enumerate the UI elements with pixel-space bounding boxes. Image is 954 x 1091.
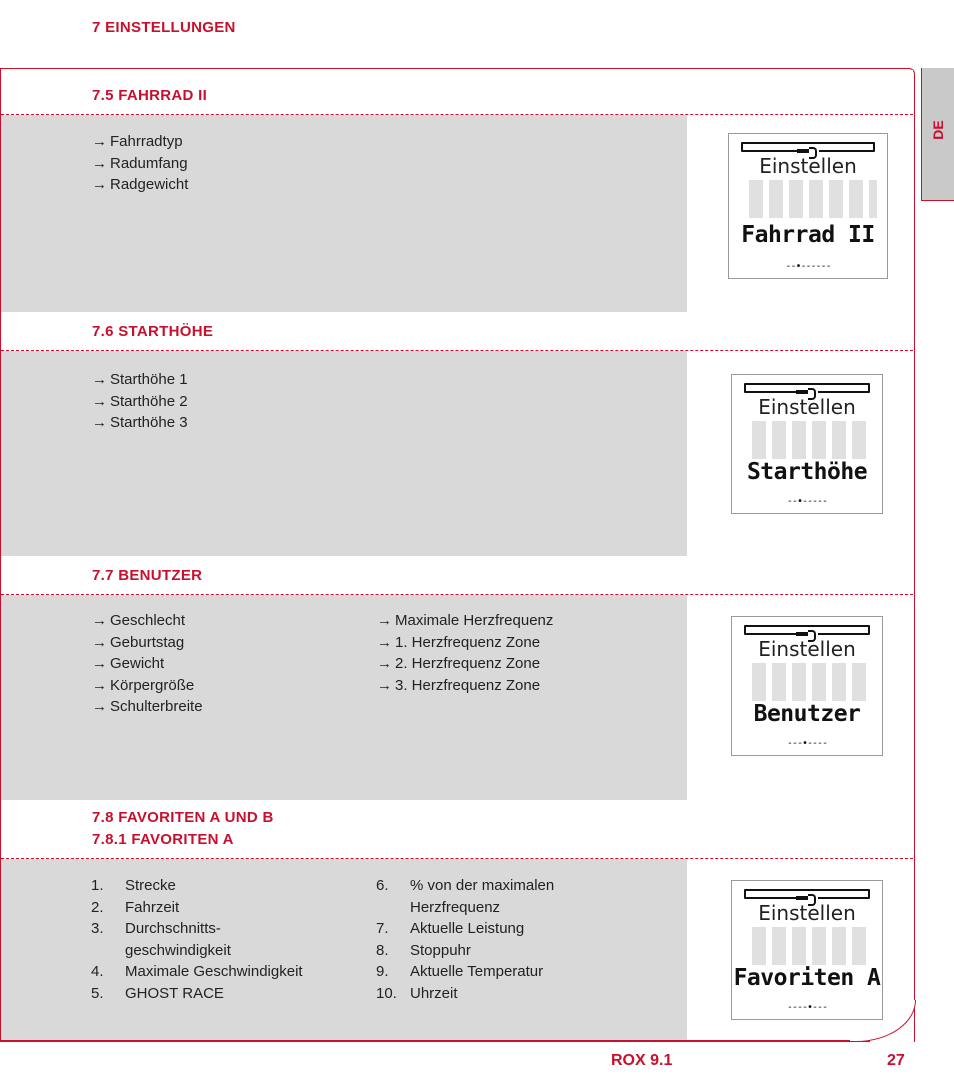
- list-item-text: Strecke: [125, 877, 176, 894]
- device-screen-benutzer: [731, 616, 883, 756]
- list-item-text: Fahrzeit: [125, 898, 180, 916]
- list-item: [91, 983, 303, 1005]
- lcd-menu-name: Favoriten A: [733, 965, 881, 991]
- list-item: [376, 875, 554, 897]
- list-item-number: 8.: [376, 941, 389, 959]
- list-fahrrad: [92, 131, 188, 196]
- list-item-text: 1. Herzfrequenz Zone: [395, 633, 541, 651]
- section-header-favoriten: [1, 801, 913, 859]
- lcd-ghost-digits: [752, 663, 872, 701]
- arrow-right-icon: →: [92, 698, 107, 716]
- lcd-header-bar: [744, 889, 870, 899]
- list-item-number: 5.: [91, 984, 104, 1002]
- list-item-number: 10.: [376, 984, 397, 1002]
- frame-bottom-line: [0, 1040, 870, 1042]
- lcd-position-indicator: ----•---: [786, 1002, 828, 1013]
- list-item: [376, 897, 554, 919]
- lcd-header-bar: [744, 383, 870, 393]
- list-item: [377, 653, 553, 675]
- list-item: [92, 131, 188, 153]
- list-favoriten-right: [376, 875, 554, 1005]
- section-title: 7.7 BENUTZER: [92, 567, 203, 584]
- arrow-right-icon: →: [92, 655, 107, 673]
- arrow-right-icon: →: [92, 371, 107, 388]
- list-item-text: Radgewicht: [110, 176, 189, 194]
- list-item: [92, 174, 188, 196]
- list-item-number: 1.: [91, 877, 104, 894]
- arrow-right-icon: →: [377, 612, 392, 629]
- list-item-number: 6.: [376, 877, 389, 894]
- list-item-text: Starthöhe 1: [110, 371, 188, 388]
- lcd-caption: Einstellen: [758, 637, 856, 661]
- lcd-menu-name: Starthöhe: [746, 459, 868, 485]
- section-title: 7.5 FAHRRAD II: [92, 87, 208, 104]
- list-item-number: 3.: [91, 920, 104, 938]
- language-tab-label: DE: [930, 120, 946, 140]
- list-starthoehe: [92, 369, 188, 434]
- list-item: [92, 412, 188, 434]
- list-benutzer-right: [377, 610, 553, 696]
- arrow-right-icon: →: [377, 676, 392, 694]
- arrow-right-icon: →: [377, 633, 392, 651]
- arrow-right-icon: →: [92, 133, 107, 150]
- section-header-benutzer: [1, 557, 913, 595]
- list-item: [91, 961, 303, 983]
- arrow-right-icon: →: [92, 612, 107, 629]
- list-item-text: Durchschnitts-: [125, 920, 221, 938]
- list-item-text: Radumfang: [110, 154, 188, 172]
- list-item: [92, 696, 203, 718]
- list-item-text: % von der maximalen: [410, 877, 555, 894]
- arrow-right-icon: →: [92, 633, 107, 651]
- lcd-ghost-digits: [749, 180, 877, 218]
- list-item-text: Aktuelle Leistung: [410, 920, 525, 938]
- list-item: [377, 632, 553, 654]
- arrow-right-icon: →: [92, 392, 107, 410]
- list-item: [91, 875, 303, 897]
- device-screen-favoriten: [731, 880, 883, 1020]
- lcd-position-indicator: --•------: [785, 261, 831, 272]
- list-item: [376, 940, 554, 962]
- device-screen-fahrrad: [728, 133, 888, 279]
- list-item-text: Körpergröße: [110, 676, 195, 694]
- device-screen-starthoehe: [731, 374, 883, 514]
- arrow-right-icon: →: [92, 676, 107, 694]
- section-subtitle: 7.8.1 FAVORITEN A: [92, 831, 234, 848]
- lcd-caption: Einstellen: [759, 154, 857, 178]
- list-item: [92, 610, 203, 632]
- list-item: [91, 897, 303, 919]
- list-item: [92, 391, 188, 413]
- lcd-header-bar: [744, 625, 870, 635]
- lcd-menu-name: Fahrrad II: [741, 222, 875, 248]
- list-item-text: Maximale Geschwindigkeit: [125, 963, 303, 981]
- list-item-text: Fahrradtyp: [110, 133, 183, 150]
- list-favoriten-left: [91, 875, 303, 1005]
- list-item-text: geschwindigkeit: [125, 941, 231, 959]
- list-item-number: [91, 940, 125, 962]
- list-item: [376, 961, 554, 983]
- list-item-text: Geschlecht: [110, 612, 186, 629]
- list-item: [91, 918, 303, 940]
- list-item-number: 2.: [91, 898, 104, 916]
- list-item: [92, 653, 203, 675]
- list-item: [376, 983, 554, 1005]
- list-item-text: Herzfrequenz: [410, 898, 501, 916]
- list-item-text: Starthöhe 2: [110, 392, 188, 410]
- list-item-number: [376, 897, 410, 919]
- arrow-right-icon: →: [92, 176, 107, 194]
- list-item: [377, 610, 553, 632]
- footer-product-name: ROX 9.1: [611, 1052, 673, 1069]
- list-item: [92, 632, 203, 654]
- lcd-header-bar: [741, 142, 875, 152]
- lcd-ghost-digits: [752, 927, 872, 965]
- list-item-text: Uhrzeit: [410, 984, 458, 1002]
- list-item-number: 7.: [376, 920, 389, 938]
- lcd-position-indicator: --•-----: [786, 496, 828, 507]
- list-item: [91, 940, 303, 962]
- list-item-number: 4.: [91, 963, 104, 981]
- lcd-caption: Einstellen: [758, 395, 856, 419]
- lcd-menu-name: Benutzer: [753, 701, 861, 727]
- list-item-text: Schulterbreite: [110, 698, 203, 716]
- chapter-title: 7 EINSTELLUNGEN: [92, 19, 236, 36]
- list-item-text: Maximale Herzfrequenz: [395, 612, 554, 629]
- list-item-text: 2. Herzfrequenz Zone: [395, 655, 541, 673]
- list-item-number: 9.: [376, 963, 389, 981]
- list-item: [92, 369, 188, 391]
- list-item: [92, 675, 203, 697]
- page-number: 27: [887, 1052, 905, 1069]
- arrow-right-icon: →: [92, 154, 107, 172]
- list-item-text: Stoppuhr: [410, 941, 471, 959]
- list-item-text: 3. Herzfrequenz Zone: [395, 676, 541, 694]
- section-header-starthoehe: [1, 313, 913, 351]
- list-item: [376, 918, 554, 940]
- list-item-text: Gewicht: [110, 655, 165, 673]
- section-title: 7.6 STARTHÖHE: [92, 323, 214, 340]
- section-header-fahrrad: [1, 70, 913, 115]
- lcd-ghost-digits: [752, 421, 872, 459]
- list-item-text: Geburtstag: [110, 633, 185, 651]
- section-title: 7.8 FAVORITEN A UND B: [92, 809, 274, 826]
- list-item-text: GHOST RACE: [125, 984, 224, 1002]
- list-item: [377, 675, 553, 697]
- list-item-text: Aktuelle Temperatur: [410, 963, 544, 981]
- arrow-right-icon: →: [92, 414, 107, 432]
- arrow-right-icon: →: [377, 655, 392, 673]
- lcd-caption: Einstellen: [758, 901, 856, 925]
- list-item-text: Starthöhe 3: [110, 414, 188, 432]
- list-item: [92, 153, 188, 175]
- lcd-position-indicator: ---•----: [786, 738, 828, 749]
- list-benutzer-left: [92, 610, 203, 718]
